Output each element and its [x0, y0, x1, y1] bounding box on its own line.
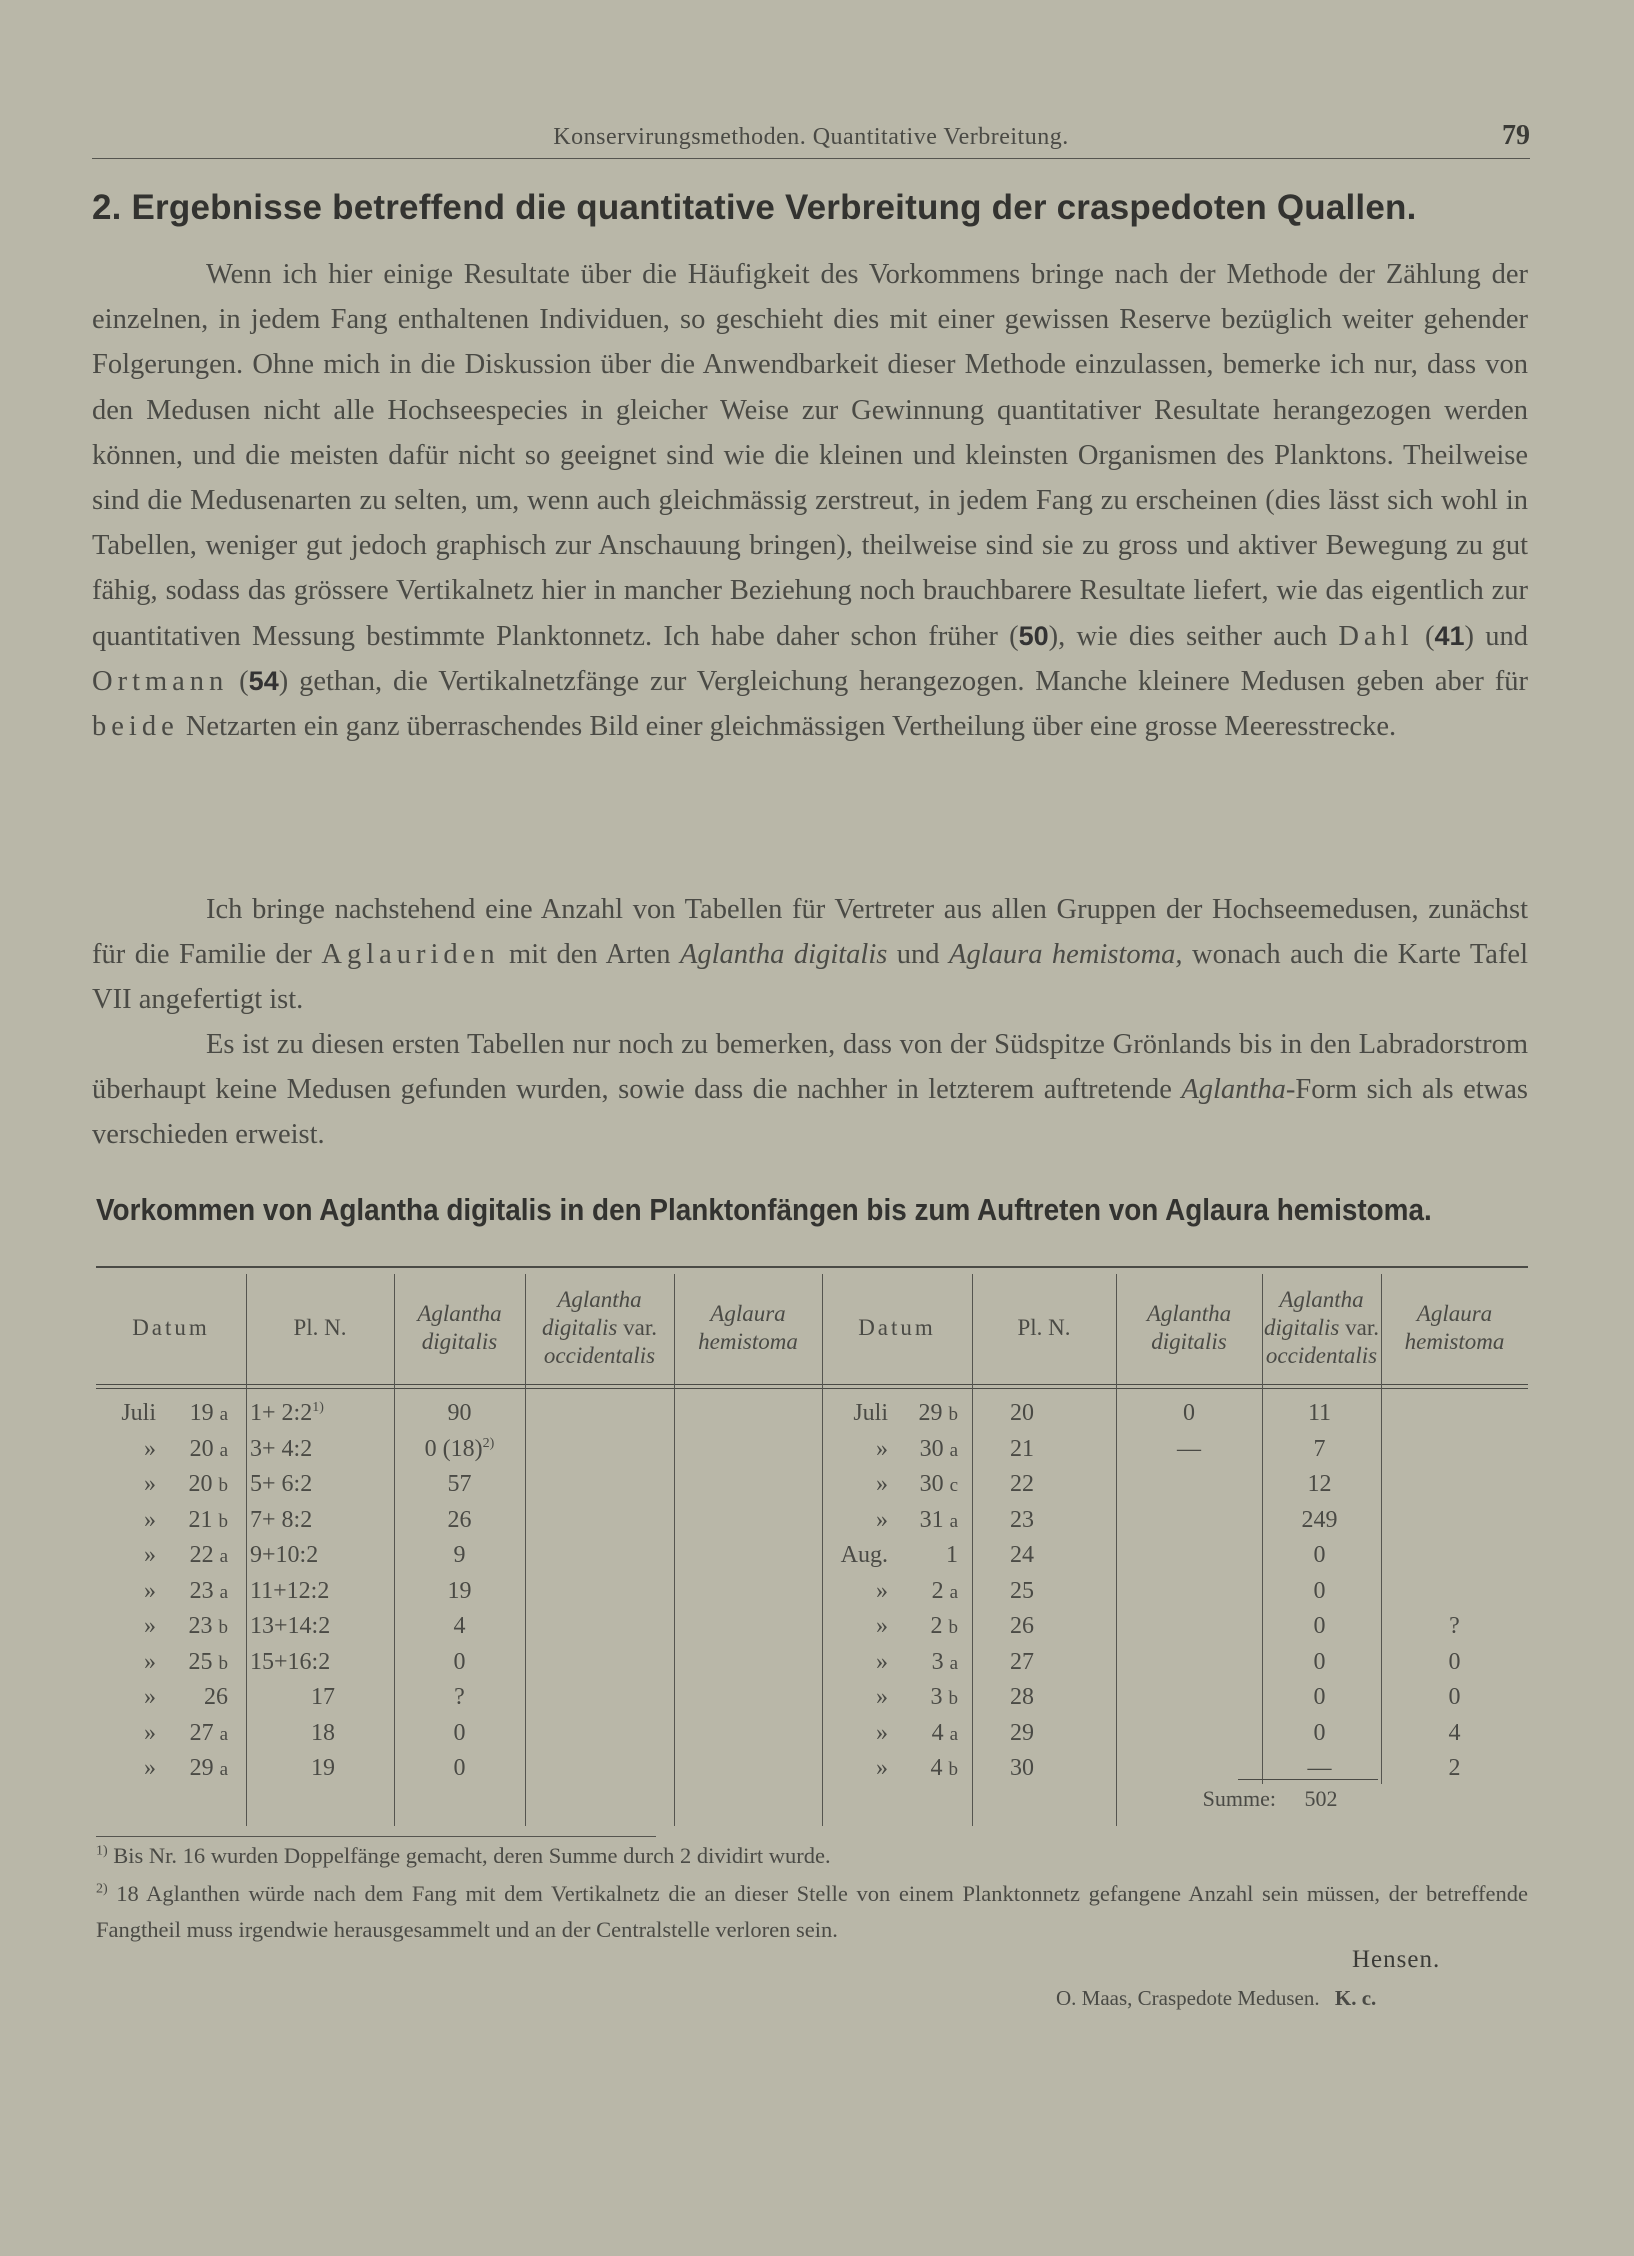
- row-day: [156, 1645, 228, 1679]
- row-day-suffix: a: [219, 1439, 228, 1461]
- row-day: [888, 1716, 958, 1750]
- row-aglantha-digitalis: [1116, 1609, 1262, 1643]
- row-plankton-number: [248, 1680, 396, 1714]
- row-aglantha-digitalis: [394, 1467, 525, 1501]
- row-pn-text: 15+16:2: [250, 1648, 331, 1675]
- row-aglantha-digitalis: —: [1177, 1435, 1201, 1462]
- row-aglantha-digitalis: [394, 1538, 525, 1572]
- row-aglantha-digitalis: [1116, 1645, 1262, 1679]
- row-plankton-number: 27: [1010, 1648, 1034, 1675]
- row-day-suffix: b: [218, 1475, 228, 1496]
- summe-rule: [1238, 1779, 1378, 1780]
- row-aglaura-hemistoma: ?: [1449, 1613, 1460, 1639]
- row-aglantha-digitalis: [1116, 1680, 1262, 1714]
- row-pn-text: 11+12:2: [250, 1577, 330, 1604]
- row-aglantha-digitalis: [394, 1680, 525, 1714]
- row-month: »: [144, 1719, 156, 1746]
- row-aglaura-hemistoma: [1381, 1574, 1528, 1608]
- row-aglantha-occidentalis: 12: [1307, 1471, 1332, 1497]
- row-ad-text: 0: [453, 1719, 466, 1746]
- row-month: »: [144, 1471, 156, 1497]
- footnote-1: $^{1)}$ Bis Nr. 16 wurden Doppelfänge gemacht, deren Summe durch 2 dividirt wurde.: [96, 1843, 831, 1868]
- header-aglantha-occidentalis: Aglantha digitalis var. occidentalis: [541, 1287, 657, 1368]
- row-day-number: 4: [931, 1719, 944, 1746]
- row-aglantha-digitalis: [1116, 1538, 1262, 1572]
- summe-label: Summe:: [1202, 1786, 1276, 1811]
- row-day-suffix: b: [948, 1759, 958, 1780]
- row-day-suffix: b: [218, 1652, 228, 1674]
- row-aglantha-digitalis: [394, 1716, 525, 1750]
- running-header: [92, 118, 1530, 159]
- row-day-suffix: a: [219, 1759, 228, 1780]
- paragraph-3: Es ist zu diesen ersten Tabellen nur noch zu bemerken, dass von der Südspitze Grönlands bis in den Labradorstrom überhaupt keine Medusen gefunden wurden, sowie dass die nachher in letzterem auftretende Aglantha-Form sich als etwas verschieden erweist.: [92, 1029, 1528, 1151]
- row-aglantha-occidentalis: —: [1307, 1755, 1332, 1781]
- row-ad-text: 4: [453, 1613, 466, 1639]
- row-plankton-number: [248, 1396, 396, 1430]
- row-aglantha-digitalis: [394, 1574, 525, 1608]
- page-number: 79: [1502, 120, 1530, 151]
- footnote-rule: [96, 1836, 656, 1837]
- row-day-number: 4: [930, 1755, 943, 1781]
- row-day: [156, 1680, 228, 1714]
- row-aglantha-occidentalis: 0: [1313, 1648, 1326, 1675]
- row-aglaura-hemistoma: 2: [1448, 1755, 1461, 1781]
- row-aglaura-hemistoma: [1381, 1396, 1528, 1430]
- row-day: [888, 1751, 958, 1785]
- row-ad-footnote: 2): [482, 1435, 495, 1451]
- row-month: »: [876, 1577, 888, 1604]
- row-day-number: 31: [919, 1506, 944, 1533]
- row-plankton-number: 23: [1010, 1506, 1034, 1533]
- row-day-number: 25: [188, 1648, 213, 1675]
- row-day-suffix: a: [949, 1581, 958, 1603]
- row-day: [156, 1751, 228, 1785]
- row-plankton-number: 28: [1010, 1684, 1034, 1710]
- row-day-suffix: a: [949, 1723, 958, 1745]
- row-pn-text: 9+10:2: [250, 1542, 319, 1568]
- row-ad-text: ?: [454, 1684, 465, 1710]
- row-aglantha-occidentalis: 249: [1301, 1506, 1338, 1533]
- row-aglantha-digitalis: [1116, 1574, 1262, 1608]
- row-day-number: 20: [188, 1471, 213, 1497]
- row-day-suffix: a: [219, 1404, 228, 1425]
- row-aglaura-hemistoma: 4: [1448, 1719, 1461, 1746]
- row-day: [888, 1538, 958, 1572]
- signature-sheet: K. c.: [1334, 1986, 1377, 2010]
- row-aglantha-digitalis: [1116, 1467, 1262, 1501]
- row-day-suffix: a: [949, 1652, 958, 1674]
- row-aglantha-digitalis: [394, 1609, 525, 1643]
- row-day-number: 20: [189, 1435, 214, 1462]
- row-month: »: [876, 1684, 888, 1710]
- row-plankton-number: [248, 1574, 396, 1608]
- row-plankton-number: [248, 1645, 396, 1679]
- row-plankton-number: 30: [1010, 1755, 1034, 1781]
- row-aglaura-hemistoma: 0: [1448, 1648, 1461, 1675]
- row-plankton-number: 20: [1010, 1400, 1034, 1426]
- row-month: »: [144, 1577, 156, 1604]
- row-day-suffix: a: [219, 1723, 228, 1745]
- row-day: [156, 1432, 228, 1466]
- header-aglaura-hemistoma: Aglaura hemistoma: [698, 1301, 798, 1354]
- row-pn-text: 5+ 6:2: [250, 1471, 313, 1497]
- row-day-number: 23: [188, 1613, 213, 1639]
- row-day-number: 19: [189, 1400, 214, 1426]
- row-day-number: 3: [930, 1684, 943, 1710]
- row-day: [156, 1503, 228, 1537]
- row-aglantha-occidentalis: 0: [1313, 1719, 1326, 1746]
- table-title: Vorkommen von Aglantha digitalis in den Planktonfängen bis zum Auftreten von Aglaura hemistoma.: [96, 1192, 1432, 1227]
- row-month: »: [144, 1435, 156, 1462]
- row-aglantha-occidentalis: 0: [1313, 1684, 1326, 1710]
- row-ad-text: 26: [447, 1506, 472, 1533]
- row-pn-text: 13+14:2: [250, 1613, 331, 1639]
- row-day: [888, 1432, 958, 1466]
- row-day: [888, 1396, 958, 1430]
- row-ad-text: 90: [447, 1400, 472, 1426]
- row-ad-text: 9: [453, 1542, 466, 1568]
- row-month: »: [144, 1684, 156, 1710]
- row-plankton-number: 26: [1010, 1613, 1034, 1639]
- row-day-number: 30: [919, 1435, 944, 1462]
- header-pl-n: Pl. N.: [293, 1315, 347, 1340]
- row-day: [156, 1538, 228, 1572]
- row-day: [888, 1680, 958, 1714]
- row-day-number: 2: [931, 1577, 944, 1604]
- row-aglantha-occidentalis: 11: [1307, 1400, 1332, 1426]
- row-day-number: 26: [204, 1684, 228, 1710]
- row-month: »: [876, 1471, 888, 1497]
- row-month: »: [144, 1648, 156, 1675]
- header-aglantha-digitalis: Aglantha digitalis: [417, 1301, 502, 1354]
- table-header-rule: [96, 1384, 1528, 1385]
- row-day: [156, 1716, 228, 1750]
- row-aglaura-hemistoma: [1381, 1538, 1528, 1572]
- row-day: [888, 1574, 958, 1608]
- table-header-rule-2: [96, 1388, 1528, 1389]
- row-day: [156, 1609, 228, 1643]
- row-day-number: 27: [189, 1719, 214, 1746]
- signature-author: O. Maas, Craspedote Medusen.: [1056, 1986, 1320, 2010]
- row-day: [156, 1467, 228, 1501]
- row-month: »: [144, 1613, 156, 1639]
- row-month: »: [876, 1506, 888, 1533]
- row-pn-text: 19: [311, 1755, 335, 1781]
- row-day: [888, 1467, 958, 1501]
- row-pn-text: 3+ 4:2: [250, 1435, 313, 1462]
- row-pn-text: 1+ 2:2: [250, 1400, 313, 1426]
- row-day-suffix: a: [219, 1581, 228, 1603]
- row-aglaura-hemistoma: [1381, 1503, 1528, 1537]
- row-month: »: [144, 1506, 156, 1533]
- row-plankton-number: 24: [1010, 1542, 1034, 1568]
- paragraph-2: Ich bringe nachstehend eine Anzahl von Tabellen für Vertreter aus allen Gruppen der Hochseemedusen, zunächst für die Familie der Aglauriden mit den Arten Aglantha digitalis und Aglaura hemistoma, wonach auch die Karte Tafel VII angefertigt ist.: [92, 894, 1529, 1016]
- row-day-number: 21: [188, 1506, 213, 1533]
- footnote-2: $^{2)}$ 18 Aglanthen würde nach dem Fang mit dem Vertikalnetz die an dieser Stelle von einem Planktonnetz gefangene Anzahl sein müssen, der betreffende Fangtheil muss irgendwie herausgesammelt und an der Centralstelle verloren sein.: [96, 1881, 1528, 1942]
- row-ad-text: 57: [447, 1471, 472, 1497]
- row-pn-footnote: 1): [312, 1400, 324, 1415]
- header-datum-2: Datum: [858, 1315, 936, 1340]
- row-day: [888, 1609, 958, 1643]
- row-day: [156, 1396, 228, 1430]
- row-aglantha-digitalis: [394, 1645, 525, 1679]
- row-aglantha-digitalis: [394, 1751, 525, 1785]
- row-aglaura-hemistoma: [1381, 1432, 1528, 1466]
- row-day-suffix: a: [949, 1510, 958, 1532]
- row-aglantha-digitalis: [1116, 1716, 1262, 1750]
- footnote-signature: Hensen.: [1352, 1946, 1441, 1973]
- header-pl-n-2: Pl. N.: [1017, 1315, 1071, 1340]
- row-aglantha-digitalis: [394, 1396, 525, 1430]
- row-month: »: [876, 1648, 888, 1675]
- header-datum: Datum: [132, 1315, 210, 1340]
- row-aglantha-occidentalis: 0: [1313, 1577, 1326, 1604]
- row-day-number: 2: [930, 1613, 943, 1639]
- row-day-suffix: a: [219, 1546, 228, 1567]
- row-ad-text: 19: [447, 1577, 472, 1604]
- row-plankton-number: [248, 1609, 396, 1643]
- row-day-number: 30: [919, 1471, 944, 1497]
- row-pn-text: 7+ 8:2: [250, 1506, 313, 1533]
- running-title: Konservirungsmethoden. Quantitative Verbreitung.: [553, 124, 1069, 150]
- row-day-suffix: b: [218, 1510, 228, 1532]
- row-day-number: 23: [189, 1577, 214, 1604]
- row-aglaura-hemistoma: 0: [1448, 1684, 1461, 1710]
- row-plankton-number: 29: [1010, 1719, 1034, 1746]
- row-month: Juli: [853, 1400, 888, 1426]
- row-month: »: [876, 1719, 888, 1746]
- header-aglaura-hemistoma-2: Aglaura hemistoma: [1404, 1301, 1505, 1354]
- table-top-rule: [96, 1266, 1528, 1268]
- row-pn-text: 18: [311, 1719, 335, 1746]
- row-plankton-number: 22: [1010, 1471, 1034, 1497]
- row-day: [888, 1503, 958, 1537]
- row-plankton-number: 25: [1010, 1577, 1034, 1604]
- row-day-number: 22: [189, 1542, 214, 1568]
- row-aglantha-digitalis: 0: [1183, 1400, 1195, 1426]
- row-plankton-number: [248, 1538, 396, 1572]
- data-table: [96, 1266, 1528, 1826]
- row-aglaura-hemistoma: [1381, 1467, 1528, 1501]
- row-month: »: [876, 1755, 888, 1781]
- row-aglantha-occidentalis: 0: [1313, 1542, 1326, 1568]
- row-plankton-number: [248, 1751, 396, 1785]
- row-day-number: 29: [189, 1755, 214, 1781]
- row-day-number: 29: [918, 1400, 943, 1426]
- row-plankton-number: [248, 1716, 396, 1750]
- row-day-suffix: b: [948, 1404, 958, 1425]
- row-day-number: 1: [946, 1542, 958, 1568]
- row-month: »: [144, 1755, 156, 1781]
- row-pn-text: 17: [311, 1684, 335, 1710]
- row-month: Aug.: [840, 1542, 888, 1568]
- row-aglantha-occidentalis: 0: [1313, 1613, 1326, 1639]
- row-month: »: [876, 1435, 888, 1462]
- row-day-suffix: b: [218, 1617, 228, 1638]
- row-day: [888, 1645, 958, 1679]
- row-day-suffix: b: [948, 1617, 958, 1638]
- row-aglantha-digitalis: [394, 1432, 525, 1466]
- row-plankton-number: 21: [1010, 1435, 1034, 1462]
- row-aglantha-digitalis: [1116, 1503, 1262, 1537]
- row-aglantha-digitalis: [394, 1503, 525, 1537]
- signature-line: [1056, 1986, 1376, 2011]
- row-day: [156, 1574, 228, 1608]
- header-aglantha-occidentalis-2: Aglantha digitalis var. occidentalis: [1263, 1287, 1379, 1368]
- section-title: 2. Ergebnisse betreffend die quantitative Verbreitung der craspedoten Quallen.: [92, 188, 1417, 227]
- header-aglantha-digitalis-2: Aglantha digitalis: [1146, 1301, 1232, 1354]
- row-month: »: [876, 1613, 888, 1639]
- row-day-suffix: b: [948, 1688, 958, 1709]
- row-month: »: [144, 1542, 156, 1568]
- row-day-suffix: c: [949, 1475, 958, 1496]
- row-plankton-number: [248, 1467, 396, 1501]
- row-aglantha-occidentalis: 7: [1313, 1435, 1326, 1462]
- row-day-suffix: a: [949, 1439, 958, 1461]
- summe-value: 502: [1304, 1786, 1338, 1811]
- row-plankton-number: [248, 1503, 396, 1537]
- row-ad-text: 0: [453, 1648, 466, 1675]
- row-ad-text: 0 (18): [424, 1435, 483, 1462]
- row-day-number: 3: [931, 1648, 944, 1675]
- row-ad-text: 0: [453, 1755, 466, 1781]
- row-plankton-number: [248, 1432, 396, 1466]
- paragraph-1: Wenn ich hier einige Resultate über die Häufigkeit des Vorkommens bringe nach der Methode der Zählung der einzelnen, in jedem Fang enthaltenen Individuen, so geschieht dies mit einer gewissen Reserve bezüglich weiter gehender Folgerungen. Ohne mich in die Diskussion über die Anwendbarkeit dieser Methode einzulassen, bemerke ich nur, dass von den Medusen nicht alle Hochseespecies in gleicher Weise zur Gewinnung quantitativer Resultate herangezogen werden können, und die meisten dafür nicht so geeignet sind wie die kleinen und kleinsten Organismen des Planktons. Theilweise sind die Medusenarten zu selten, um, wenn auch gleichmässig zerstreut, in jedem Fang zu erscheinen (dies lässt sich wohl in Tabellen, weniger gut jedoch graphisch zur Anschauung bringen), theilweise sind sie zu gross und aktiver Bewegung zu gut fähig, sodass das grössere Vertikalnetz hier in mancher Beziehung noch brauchbarere Resultate liefert, wie das eigentlich zur quantitativen Messung bestimmte Planktonnetz. Ich habe daher schon früher (50), wie dies seither auch Dahl (41) und Ortmann (54) gethan, die Vertikalnetzfänge zur Vergleichung herangezogen. Manche kleinere Medusen geben aber für beide Netzarten ein ganz überraschendes Bild einer gleichmässigen Vertheilung über eine grosse Meeresstrecke.: [92, 259, 1528, 743]
- row-month: Juli: [121, 1400, 156, 1426]
